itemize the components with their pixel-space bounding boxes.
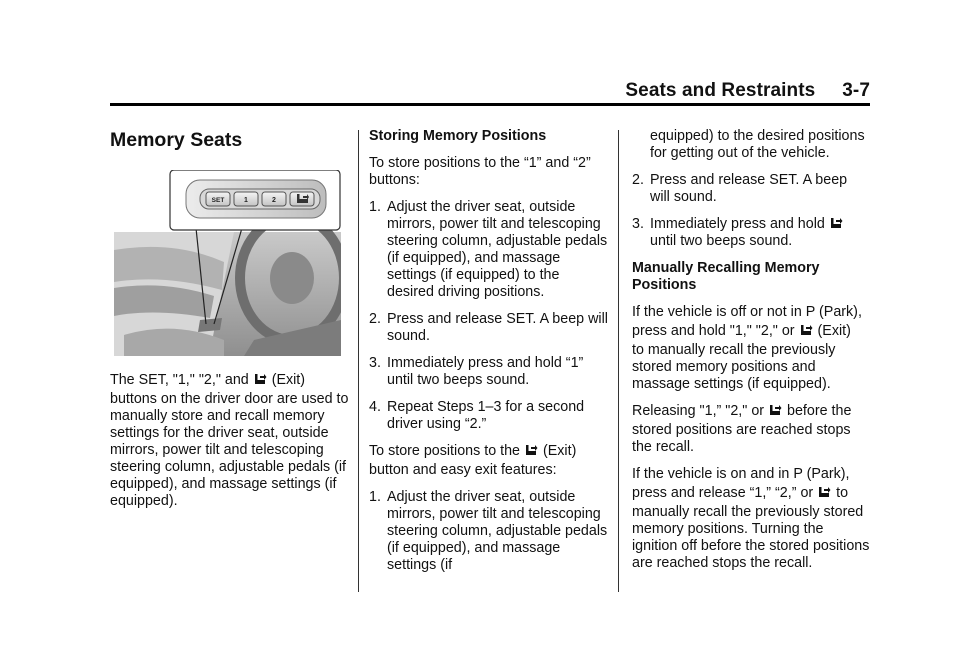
- recall-p4-b: before the: [787, 403, 852, 419]
- intro-line: [110, 372, 350, 389]
- figure-label-1: 1: [244, 197, 248, 204]
- recall-p3: to manually recall the previously stored memory positions and massage settings (if equipped).: [632, 342, 836, 392]
- storing-heading: Storing Memory Positions: [369, 128, 547, 144]
- memory-seat-illustration: [114, 170, 341, 356]
- exit-seat-icon: [525, 443, 538, 457]
- column-1: [110, 128, 350, 152]
- step-text-b: until two beeps sound.: [650, 233, 793, 249]
- step-item: [632, 216, 870, 250]
- step-continued: equipped) to the desired positions for getting out of the vehicle.: [650, 128, 865, 161]
- header-rule: [110, 103, 870, 106]
- recall-p2: [632, 323, 870, 340]
- column-divider-1: [358, 130, 359, 592]
- step-number: 2.: [632, 172, 644, 188]
- recall-p7: [632, 485, 870, 502]
- step-item: [369, 355, 609, 389]
- step-item: [369, 399, 609, 433]
- step-text: Adjust the driver seat, outside mirrors, power tilt and telescoping steering column, adjustable pedals (if equipped), and massage settings (if equipped) to the desired driving positions.: [387, 199, 608, 300]
- recall-p2-b: (Exit): [817, 323, 851, 339]
- step-text-a: Immediately press and hold: [650, 216, 825, 232]
- column-1-text: [110, 372, 350, 520]
- recall-p4-a: Releasing "1,” "2," or: [632, 403, 765, 419]
- exit-seat-icon: [800, 323, 813, 337]
- recall-p2-a: press and hold "1," "2," or: [632, 323, 795, 339]
- step-number: 3.: [632, 216, 644, 232]
- intro-body: buttons on the driver door are used to manually store and recall memory settings for the driver seat, outside mirrors, power tilt and telescoping steering column, adjustable pedals (if equipped), and massage settings (if equipped).: [110, 391, 349, 509]
- step-number: 4.: [369, 399, 381, 415]
- recall-p7-b: to: [836, 485, 849, 501]
- step-text: [650, 216, 870, 250]
- step-text: Press and release SET. A beep will sound.: [387, 311, 608, 344]
- step-text: Repeat Steps 1–3 for a second driver using “2.”: [387, 399, 585, 432]
- page-header: [110, 76, 870, 104]
- recall-p1: If the vehicle is off or not in P (Park),: [632, 304, 862, 320]
- step-number: 2.: [369, 311, 381, 327]
- step-text: Press and release SET. A beep will sound.: [650, 172, 848, 205]
- exit-seat-icon: [254, 372, 267, 386]
- exit-intro-b: (Exit): [542, 443, 577, 459]
- step-number: 1.: [369, 489, 381, 505]
- column-3: [632, 128, 870, 582]
- step-text: Immediately press and hold “1” until two beeps sound.: [387, 355, 584, 388]
- step-number: 1.: [369, 199, 381, 215]
- step-number: 3.: [369, 355, 381, 371]
- step-item: [369, 199, 609, 301]
- page-title: Seats and Restraints 3-7: [625, 80, 870, 101]
- step-item: [369, 311, 609, 345]
- recall-p7-a: press and release “1,” “2,” or: [632, 485, 814, 501]
- section-heading: Memory Seats: [110, 129, 243, 151]
- column-2: [369, 128, 609, 584]
- intro-text-a: The SET, "1," "2," and: [110, 372, 249, 388]
- recall-heading: Manually Recalling Memory Positions: [632, 260, 820, 293]
- memory-button-location: [198, 318, 222, 332]
- figure-label-set: SET: [211, 197, 225, 204]
- figure-label-2: 2: [272, 197, 276, 204]
- step-item: [632, 172, 870, 206]
- exit-intro-c: button and easy exit features:: [369, 462, 557, 478]
- step-text: Adjust the driver seat, outside mirrors, power tilt and telescoping steering column, adjustable pedals (if equipped), and massage settings (if: [387, 489, 608, 573]
- exit-intro-a: To store positions to the: [369, 443, 520, 459]
- column-divider-2: [618, 130, 619, 592]
- exit-intro-line: [369, 443, 609, 460]
- recall-p5: stored positions are reached stops the recall.: [632, 422, 851, 455]
- recall-p6: If the vehicle is on and in P (Park),: [632, 466, 850, 482]
- recall-p4: [632, 403, 870, 420]
- storing-intro: To store positions to the “1” and “2” buttons:: [369, 155, 591, 188]
- exit-seat-icon: [818, 485, 831, 499]
- intro-text-b: (Exit): [271, 372, 306, 388]
- exit-seat-icon: [769, 403, 782, 417]
- recall-p8: manually recall the previously stored memory positions. Turning the ignition off before the stored positions are reached stops the recall.: [632, 504, 870, 571]
- exit-seat-icon: [830, 216, 843, 230]
- step-item: [369, 489, 609, 574]
